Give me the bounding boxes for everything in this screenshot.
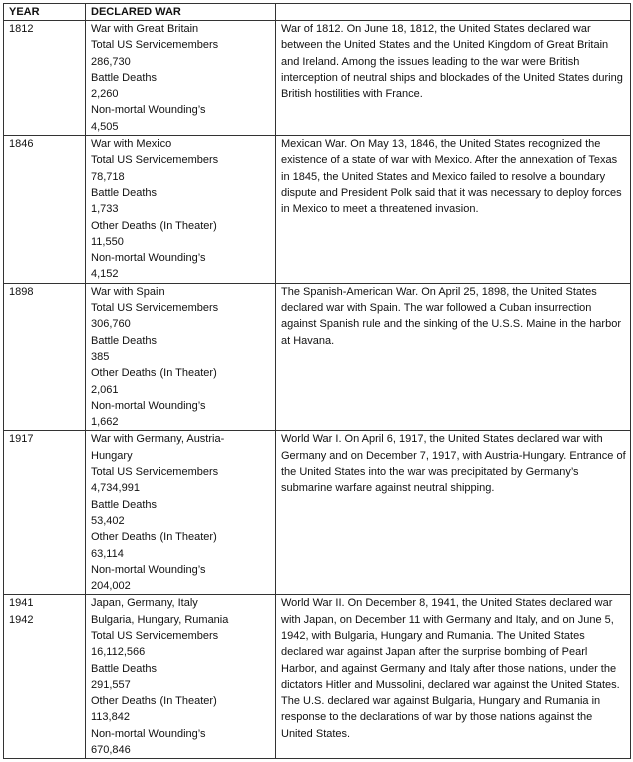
year-cell bbox=[4, 431, 86, 595]
table-row bbox=[4, 21, 631, 136]
year-cell bbox=[4, 136, 86, 284]
declared-war-line: Other Deaths (In Theater) bbox=[91, 695, 217, 708]
header-row bbox=[4, 4, 631, 21]
declared-war-line: 78,718 bbox=[91, 170, 125, 183]
declared-war-line: Non-mortal Wounding’s bbox=[91, 727, 206, 740]
declared-war-line: Battle Deaths bbox=[91, 186, 158, 199]
war-description: World War I. On April 6, 1917, the United States declared war with Germany and on December 7, 1917, with Austria-Hungary. Entrance of the United States into the war was precipitated by Germany’s submarine warfare against neutral shipping. bbox=[281, 433, 626, 495]
war-description: War of 1812. On June 18, 1812, the United States declared war between the United States and the United Kingdom of Great Britain and Ireland. Among the issues leading to the war were British interception of neutral ships and blockades of the United States during British hostilities with France. bbox=[281, 23, 623, 101]
declared-war-cell bbox=[86, 283, 276, 431]
declared-war-line: Other Deaths (In Theater) bbox=[91, 531, 217, 544]
table-row bbox=[4, 136, 631, 284]
declared-war-line: 16,112,566 bbox=[91, 646, 146, 659]
table-row bbox=[4, 283, 631, 431]
declared-war-line: Total US Servicemembers bbox=[91, 39, 219, 52]
declared-war-line: 11,550 bbox=[91, 235, 124, 248]
year-cell bbox=[4, 21, 86, 136]
declared-war-line: War with Great Britain bbox=[91, 23, 199, 35]
declared-war-cell bbox=[86, 595, 276, 759]
war-description: The Spanish-American War. On April 25, 1898, the United States declared war with Spain. The war followed a Cuban insurrection against Spanish rule and the sinking of the U.S.S. Maine in the harbor at Havana. bbox=[281, 285, 621, 347]
declared-war-line: 4,152 bbox=[91, 268, 119, 281]
declared-war-line: 204,002 bbox=[91, 580, 131, 593]
declared-war-line: Non-mortal Wounding’s bbox=[91, 563, 206, 576]
declared-war-cell bbox=[86, 21, 276, 136]
declared-war-line: 4,734,991 bbox=[91, 482, 140, 495]
header-description bbox=[276, 4, 631, 21]
declared-war-line: Battle Deaths bbox=[91, 662, 158, 675]
declared-war-line: Hungary bbox=[91, 449, 133, 462]
declared-war-line: Battle Deaths bbox=[91, 334, 158, 347]
declared-war-line: Total US Servicemembers bbox=[91, 629, 219, 642]
year-text: 1846 bbox=[9, 138, 34, 151]
declared-war-line: 286,730 bbox=[91, 55, 131, 68]
declared-war-line: 1,662 bbox=[91, 416, 119, 429]
description-cell bbox=[276, 431, 631, 595]
declared-war-line: 2,260 bbox=[91, 88, 119, 101]
declared-war-line: Battle Deaths bbox=[91, 498, 158, 511]
declared-war-line: Non-mortal Wounding’s bbox=[91, 104, 206, 117]
declared-war-line: Other Deaths (In Theater) bbox=[91, 367, 217, 380]
war-description: World War II. On December 8, 1941, the United States declared war with Japan, on December 11 with Germany and Italy, and on June 5, 1942, with Bulgaria, Hungary and Rumania. The United States declared war against Japan after the surprise bombing of Pearl Harbor, and against Germany and Italy after those nations, under the dictators Hitler and Mussolini, declared war against the United States. The U.S. declared war against Bulgaria, Hungary and Rumania in response to the declarations of war by those nations against the United States. bbox=[281, 597, 620, 740]
declared-war-line: 4,505 bbox=[91, 120, 119, 133]
declared-war-line: 670,846 bbox=[91, 744, 131, 757]
year-text: 1942 bbox=[9, 613, 34, 626]
declared-war-line: 1,733 bbox=[91, 203, 119, 216]
declared-war-line: 306,760 bbox=[91, 318, 131, 331]
year-text: 1941 bbox=[9, 597, 34, 610]
declared-war-cell bbox=[86, 431, 276, 595]
declared-war-line: 2,061 bbox=[91, 383, 119, 396]
declared-war-line: War with Mexico bbox=[91, 138, 172, 151]
table-row bbox=[4, 595, 631, 759]
declared-war-line: Other Deaths (In Theater) bbox=[91, 219, 217, 232]
declared-war-line: War with Spain bbox=[91, 285, 165, 298]
document-page bbox=[3, 3, 630, 759]
year-text: 1898 bbox=[9, 285, 34, 298]
declared-war-line: Total US Servicemembers bbox=[91, 466, 219, 479]
description-cell bbox=[276, 595, 631, 759]
header-declared-war: DECLARED WAR bbox=[86, 4, 276, 21]
description-cell bbox=[276, 21, 631, 136]
declared-war-line: Non-mortal Wounding’s bbox=[91, 252, 206, 265]
table-body bbox=[4, 21, 631, 759]
war-description: Mexican War. On May 13, 1846, the United States recognized the existence of a state of war with Mexico. After the annexation of Texas in 1845, the United States and Mexico failed to resolve a boundary dispute and President Polk said that it was necessary to deploy forces in Mexico to meet a threatened invasion. bbox=[281, 138, 622, 216]
year-cell bbox=[4, 595, 86, 759]
declared-war-line: Bulgaria, Hungary, Rumania bbox=[91, 613, 229, 626]
header-year: YEAR bbox=[4, 4, 86, 21]
declared-war-line: War with Germany, Austria- bbox=[91, 433, 225, 446]
declared-war-line: Non-mortal Wounding’s bbox=[91, 399, 206, 412]
declared-war-line: 291,557 bbox=[91, 678, 131, 691]
declared-wars-table bbox=[3, 3, 631, 759]
declared-war-line: 385 bbox=[91, 350, 110, 363]
declared-war-line: Total US Servicemembers bbox=[91, 154, 219, 167]
year-text: 1917 bbox=[9, 433, 34, 446]
description-cell bbox=[276, 136, 631, 284]
year-cell bbox=[4, 283, 86, 431]
declared-war-line: Japan, Germany, Italy bbox=[91, 597, 198, 610]
table-row bbox=[4, 431, 631, 595]
declared-war-line: Total US Servicemembers bbox=[91, 302, 219, 315]
description-cell bbox=[276, 283, 631, 431]
declared-war-cell bbox=[86, 136, 276, 284]
declared-war-line: 113,842 bbox=[91, 711, 130, 724]
year-text: 1812 bbox=[9, 23, 34, 35]
declared-war-line: Battle Deaths bbox=[91, 71, 158, 84]
declared-war-line: 53,402 bbox=[91, 514, 125, 527]
declared-war-line: 63,114 bbox=[91, 547, 124, 560]
